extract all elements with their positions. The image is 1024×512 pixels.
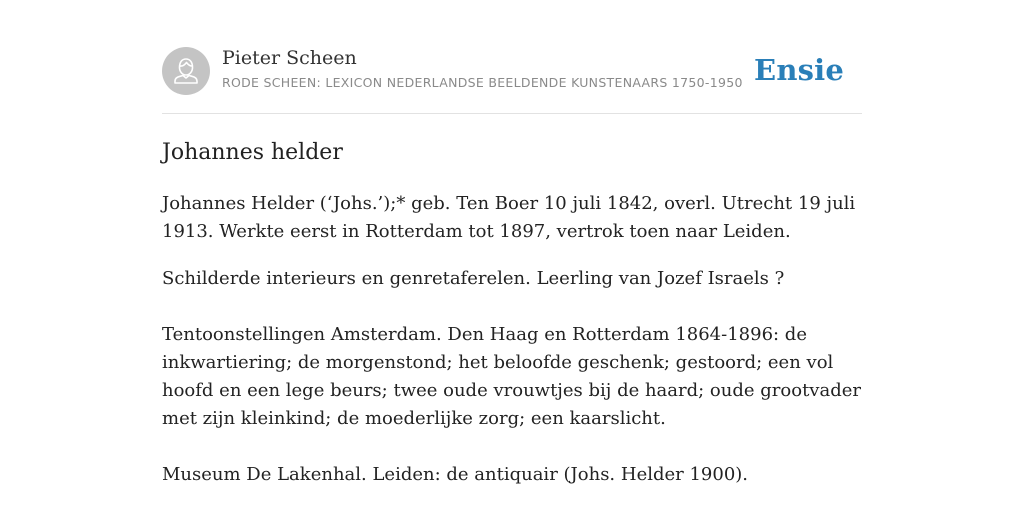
header-divider (162, 113, 862, 114)
paragraph-style: Schilderde interieurs en genretaferelen. Leerling van Jozef Israels ? (162, 268, 785, 289)
header (162, 46, 862, 96)
ensie-logo[interactable]: Ensie (754, 53, 844, 87)
author-avatar[interactable] (162, 47, 210, 95)
author-name[interactable]: Pieter Scheen (222, 47, 357, 69)
page (162, 0, 862, 512)
source-lexicon[interactable]: RODE SCHEEN: LEXICON NEDERLANDSE BEELDENDE KUNSTENAARS 1750-1950 (222, 75, 743, 90)
paragraph-biography: Johannes Helder (‘Johs.’);* geb. Ten Boer 10 juli 1842, overl. Utrecht 19 juli 1913. Werkte eerst in Rotterdam tot 1897, vertrok toen naar Leiden. (162, 193, 856, 242)
user-silhouette-icon (162, 47, 210, 95)
paragraph-gap (162, 433, 862, 461)
paragraph-exhibitions: Tentoonstellingen Amsterdam. Den Haag en Rotterdam 1864-1896: de inkwartiering; de morgenstond; het beloofde geschenk; gestoord; een vol hoofd en een lege beurs; twee oude vrouwtjes bij de haard; oude grootvader met zijn kleinkind; de moederlijke zorg; een kaarslicht. (162, 324, 861, 429)
paragraph-museum: Museum De Lakenhal. Leiden: de antiquair (Johs. Helder 1900). (162, 464, 749, 485)
article-body (162, 190, 862, 489)
paragraph-gap (162, 293, 862, 321)
article-title: Johannes helder (162, 140, 343, 165)
